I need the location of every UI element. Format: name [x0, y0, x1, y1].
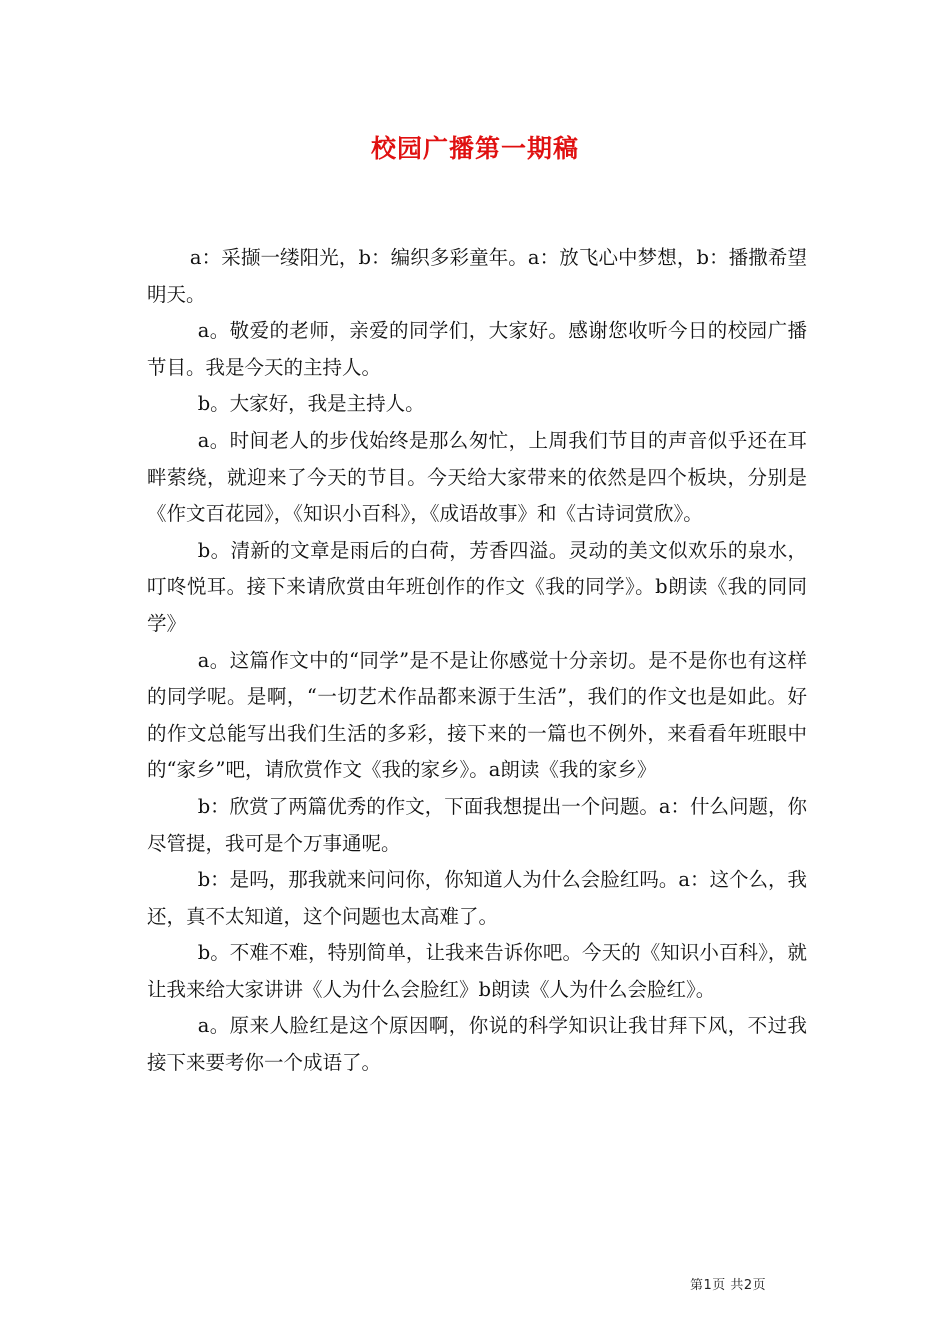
- paragraph: b：欣赏了两篇优秀的作文，下面我想提出一个问题。a：什么问题，你尽管提，我可是个万事通呢。: [147, 794, 807, 855]
- document-body: [147, 240, 807, 1082]
- paragraph: b。大家好，我是主持人。: [197, 392, 425, 416]
- paragraph: b。不难不难，特别简单，让我来告诉你吧。今天的《知识小百科》，就让我来给大家讲讲《人为什么会脸红》b朗读《人为什么会脸红》。: [147, 941, 807, 1001]
- paragraph: a。时间老人的步伐始终是那么匆忙，上周我们节目的声音似乎还在耳畔萦绕，就迎来了今天的节目。今天给大家带来的依然是四个板块，分别是《作文百花园》，《知识小百科》，《成语故事》和《古诗词赏欣》。: [147, 428, 807, 526]
- paragraph: b。清新的文章是雨后的白荷，芳香四溢。灵动的美文似欢乐的泉水，叮咚悦耳。接下来请欣赏由年班创作的作文《我的同学》。b朗读《我的同同学》: [147, 538, 807, 635]
- document-title: 校园广播第一期稿: [370, 134, 579, 163]
- paragraph: a。原来人脸红是这个原因啊，你说的科学知识让我甘拜下风，不过我接下来要考你一个成语了。: [147, 1014, 807, 1075]
- paragraph: a。敬爱的老师，亲爱的同学们，大家好。感谢您收听今日的校园广播节目。我是今天的主持人。: [147, 319, 807, 379]
- page-number: 第1页 共2页: [690, 1278, 767, 1293]
- paragraph: b：是吗，那我就来问问你，你知道人为什么会脸红吗。a：这个么，我还，真不太知道，这个问题也太高难了。: [147, 868, 807, 928]
- paragraph: a：采撷一缕阳光，b：编织多彩童年。a：放飞心中梦想，b：播撒希望明天。: [147, 246, 807, 306]
- paragraph: a。这篇作文中的“同学”是不是让你感觉十分亲切。是不是你也有这样的同学呢。是啊，“一切艺术作品都来源于生活”，我们的作文也是如此。好的作文总能写出我们生活的多彩，接下来的一篇也不例外，来看看年班眼中的“家乡”吧，请欣赏作文《我的家乡》。a朗读《我的家乡》: [147, 648, 807, 782]
